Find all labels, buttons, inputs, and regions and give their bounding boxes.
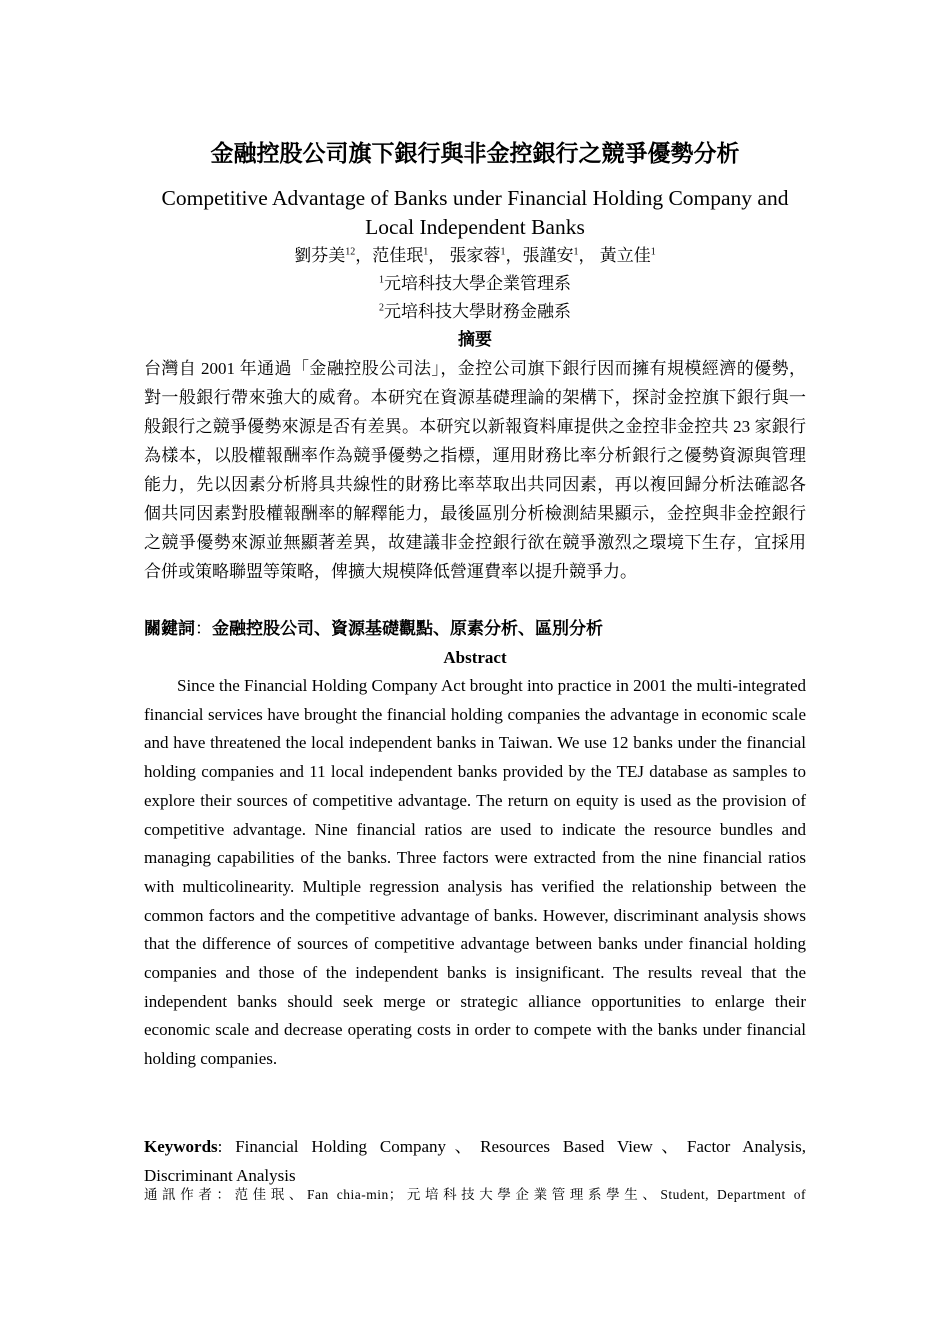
title-english: Competitive Advantage of Banks under Financial Holding Company and Local Independent Banks	[161, 186, 789, 239]
author-separator: ，	[578, 246, 596, 265]
author-separator: ，	[428, 246, 446, 265]
keywords-zh-label: 關鍵詞	[144, 619, 195, 638]
author-affil-mark: 1	[573, 246, 579, 258]
author-affil-mark: 1	[650, 246, 656, 258]
author-affil-mark: 12	[345, 246, 356, 258]
affiliation-mark: 2	[379, 302, 384, 314]
author-name: 劉芬美	[294, 246, 346, 265]
abstract-en-heading: Abstract	[443, 648, 507, 667]
affiliation	[144, 298, 806, 326]
abstract-zh-heading: 摘要	[458, 330, 492, 349]
author-separator: ，	[355, 246, 373, 265]
keywords-zh-list: 金融控股公司、資源基礎觀點、原素分析、區別分析	[212, 619, 603, 638]
affiliation	[144, 270, 806, 298]
keywords-en-label: Keywords	[144, 1137, 218, 1156]
keywords-zh-separator: ：	[195, 619, 212, 638]
author-list	[144, 242, 806, 270]
affiliation-mark: 1	[379, 274, 384, 286]
author-name: 范佳珉	[372, 246, 424, 265]
affiliation-text: 元培科技大學財務金融系	[384, 302, 571, 321]
author-name: 張謹安	[522, 246, 574, 265]
author-name: 黃立佳	[599, 246, 651, 265]
author-affil-mark: 1	[500, 246, 506, 258]
title-chinese: 金融控股公司旗下銀行與非金控銀行之競爭優勢分析	[210, 141, 740, 166]
author-name: 張家蓉	[449, 246, 501, 265]
keywords-zh	[144, 615, 806, 643]
author-separator: ，	[505, 246, 523, 265]
affiliation-text: 元培科技大學企業管理系	[384, 274, 571, 293]
corresponding-author-footnote: 通訊作者：范佳珉、Fan chia-min；元培科技大學企業管理系學生、Student, Department of	[144, 1187, 806, 1202]
abstract-en-body: Since the Financial Holding Company Act brought into practice in 2001 the multi-integrated financial services have brought the financial holding companies the advantage in economic scale and have threatened the local independent banks in Taiwan. We use 12 banks under the financial holding companies and 11 local independent banks provided by the TEJ database as samples to explore their sources of competitive advantage. The return on equity is used as the provision of competitive advantage. Nine financial ratios are used to indicate the resource bundles and managing capabilities of the banks. Three factors were extracted from the nine financial ratios with multicolinearity. Multiple regression analysis has verified the relationship between the common factors and the competitive advantage of banks. However, discriminant analysis shows that the difference of sources of competitive advantage between banks under financial holding companies and those of the independent banks is insignificant. The results reveal that the independent banks should seek merge or strategic alliance opportunities to enlarge their economic scale and decrease operating costs in order to compete with the banks under financial holding companies.	[144, 676, 806, 1069]
abstract-zh-body: 台灣自 2001 年通過「金融控股公司法」，金控公司旗下銀行因而擁有規模經濟的優勢，對一般銀行帶來強大的威脅。本研究在資源基礎理論的架構下，探討金控旗下銀行與一般銀行之競爭優勢來源是否有差異。本研究以新報資料庫提供之金控非金控共 23 家銀行為樣本，以股權報酬率作為競爭優勢之指標，運用財務比率分析銀行之優勢資源與管理能力，先以因素分析將具共線性的財務比率萃取出共同因素，再以複回歸分析法確認各個共同因素對股權報酬率的解釋能力，最後區別分析檢測結果顯示，金控與非金控銀行之競爭優勢來源並無顯著差異，故建議非金控銀行欲在競爭激烈之環境下生存，宜採用合併或策略聯盟等策略，俾擴大規模降低營運費率以提升競爭力。	[144, 359, 806, 581]
keywords-en-list: : Financial Holding Company、Resources Based View、Factor Analysis, Discriminant Analysis	[144, 1137, 806, 1185]
keywords-en	[144, 1132, 806, 1190]
author-affil-mark: 1	[423, 246, 429, 258]
